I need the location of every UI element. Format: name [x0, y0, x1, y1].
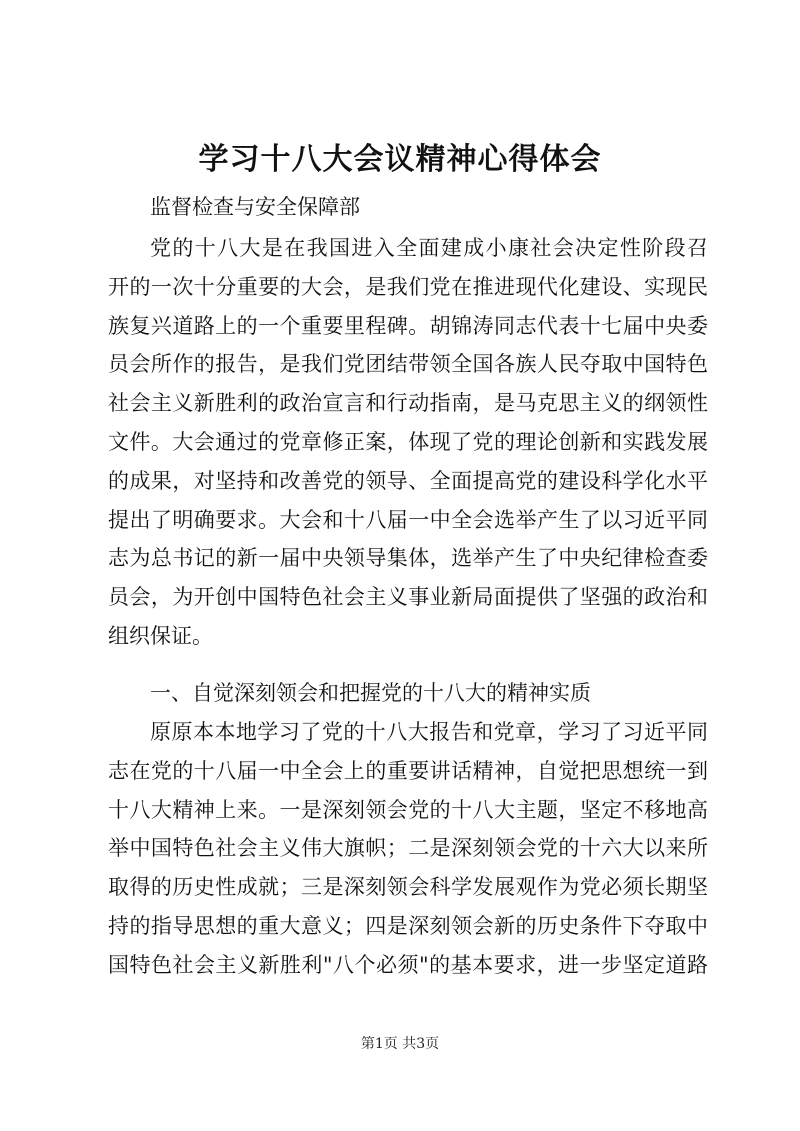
paragraph-line: 员会所作的报告，是我们党团结带领全国各族人民夺取中国特色	[108, 352, 708, 377]
paragraph-line: 举中国特色社会主义伟大旗帜；二是深刻领会党的十六大以来所	[108, 836, 708, 861]
paragraph-line: 组织保证。	[108, 623, 213, 648]
paragraph-line: 提出了明确要求。大会和十八届一中全会选举产生了以习近平同	[108, 507, 708, 532]
paragraph-line: 党的十八大是在我国进入全面建成小康社会决定性阶段召	[150, 236, 708, 260]
paragraph-line: 社会主义新胜利的政治宣言和行动指南，是马克思主义的纲领性	[108, 391, 708, 416]
paragraph-line: 取得的历史性成就；三是深刻领会科学发展观作为党必须长期坚	[108, 875, 708, 900]
paragraph-line: 文件。大会通过的党章修正案，体现了党的理论创新和实践发展	[108, 429, 708, 454]
section-heading-1: 一、自觉深刻领会和把握党的十八大的精神实质	[150, 681, 591, 705]
document-title: 学习十八大会议精神心得体会	[198, 142, 602, 177]
paragraph-line: 志为总书记的新一届中央领导集体，选举产生了中央纪律检查委	[108, 546, 708, 571]
page-number-footer: 第1页 共3页	[360, 1036, 440, 1052]
paragraph-line: 的成果，对坚持和改善党的领导、全面提高党的建设科学化水平	[108, 468, 708, 493]
paragraph-line: 员会，为开创中国特色社会主义事业新局面提供了坚强的政治和	[108, 585, 708, 610]
paragraph-line: 持的指导思想的重大意义；四是深刻领会新的历史条件下夺取中	[108, 913, 708, 938]
paragraph-line: 原原本本地学习了党的十八大报告和党章，学习了习近平同	[150, 720, 708, 744]
paragraph-1	[108, 229, 708, 656]
paragraph-2	[108, 713, 708, 985]
paragraph-line: 十八大精神上来。一是深刻领会党的十八大主题，坚定不移地高	[108, 797, 708, 822]
paragraph-line: 志在党的十八届一中全会上的重要讲话精神，自觉把思想统一到	[108, 758, 708, 783]
paragraph-line: 族复兴道路上的一个重要里程碑。胡锦涛同志代表十七届中央委	[108, 313, 708, 338]
paragraph-line: 国特色社会主义新胜利"八个必须"的基本要求，进一步坚定道路	[108, 952, 708, 977]
paragraph-line: 开的一次十分重要的大会，是我们党在推进现代化建设、实现民	[108, 274, 708, 299]
department-line: 监督检查与安全保障部	[150, 195, 360, 219]
